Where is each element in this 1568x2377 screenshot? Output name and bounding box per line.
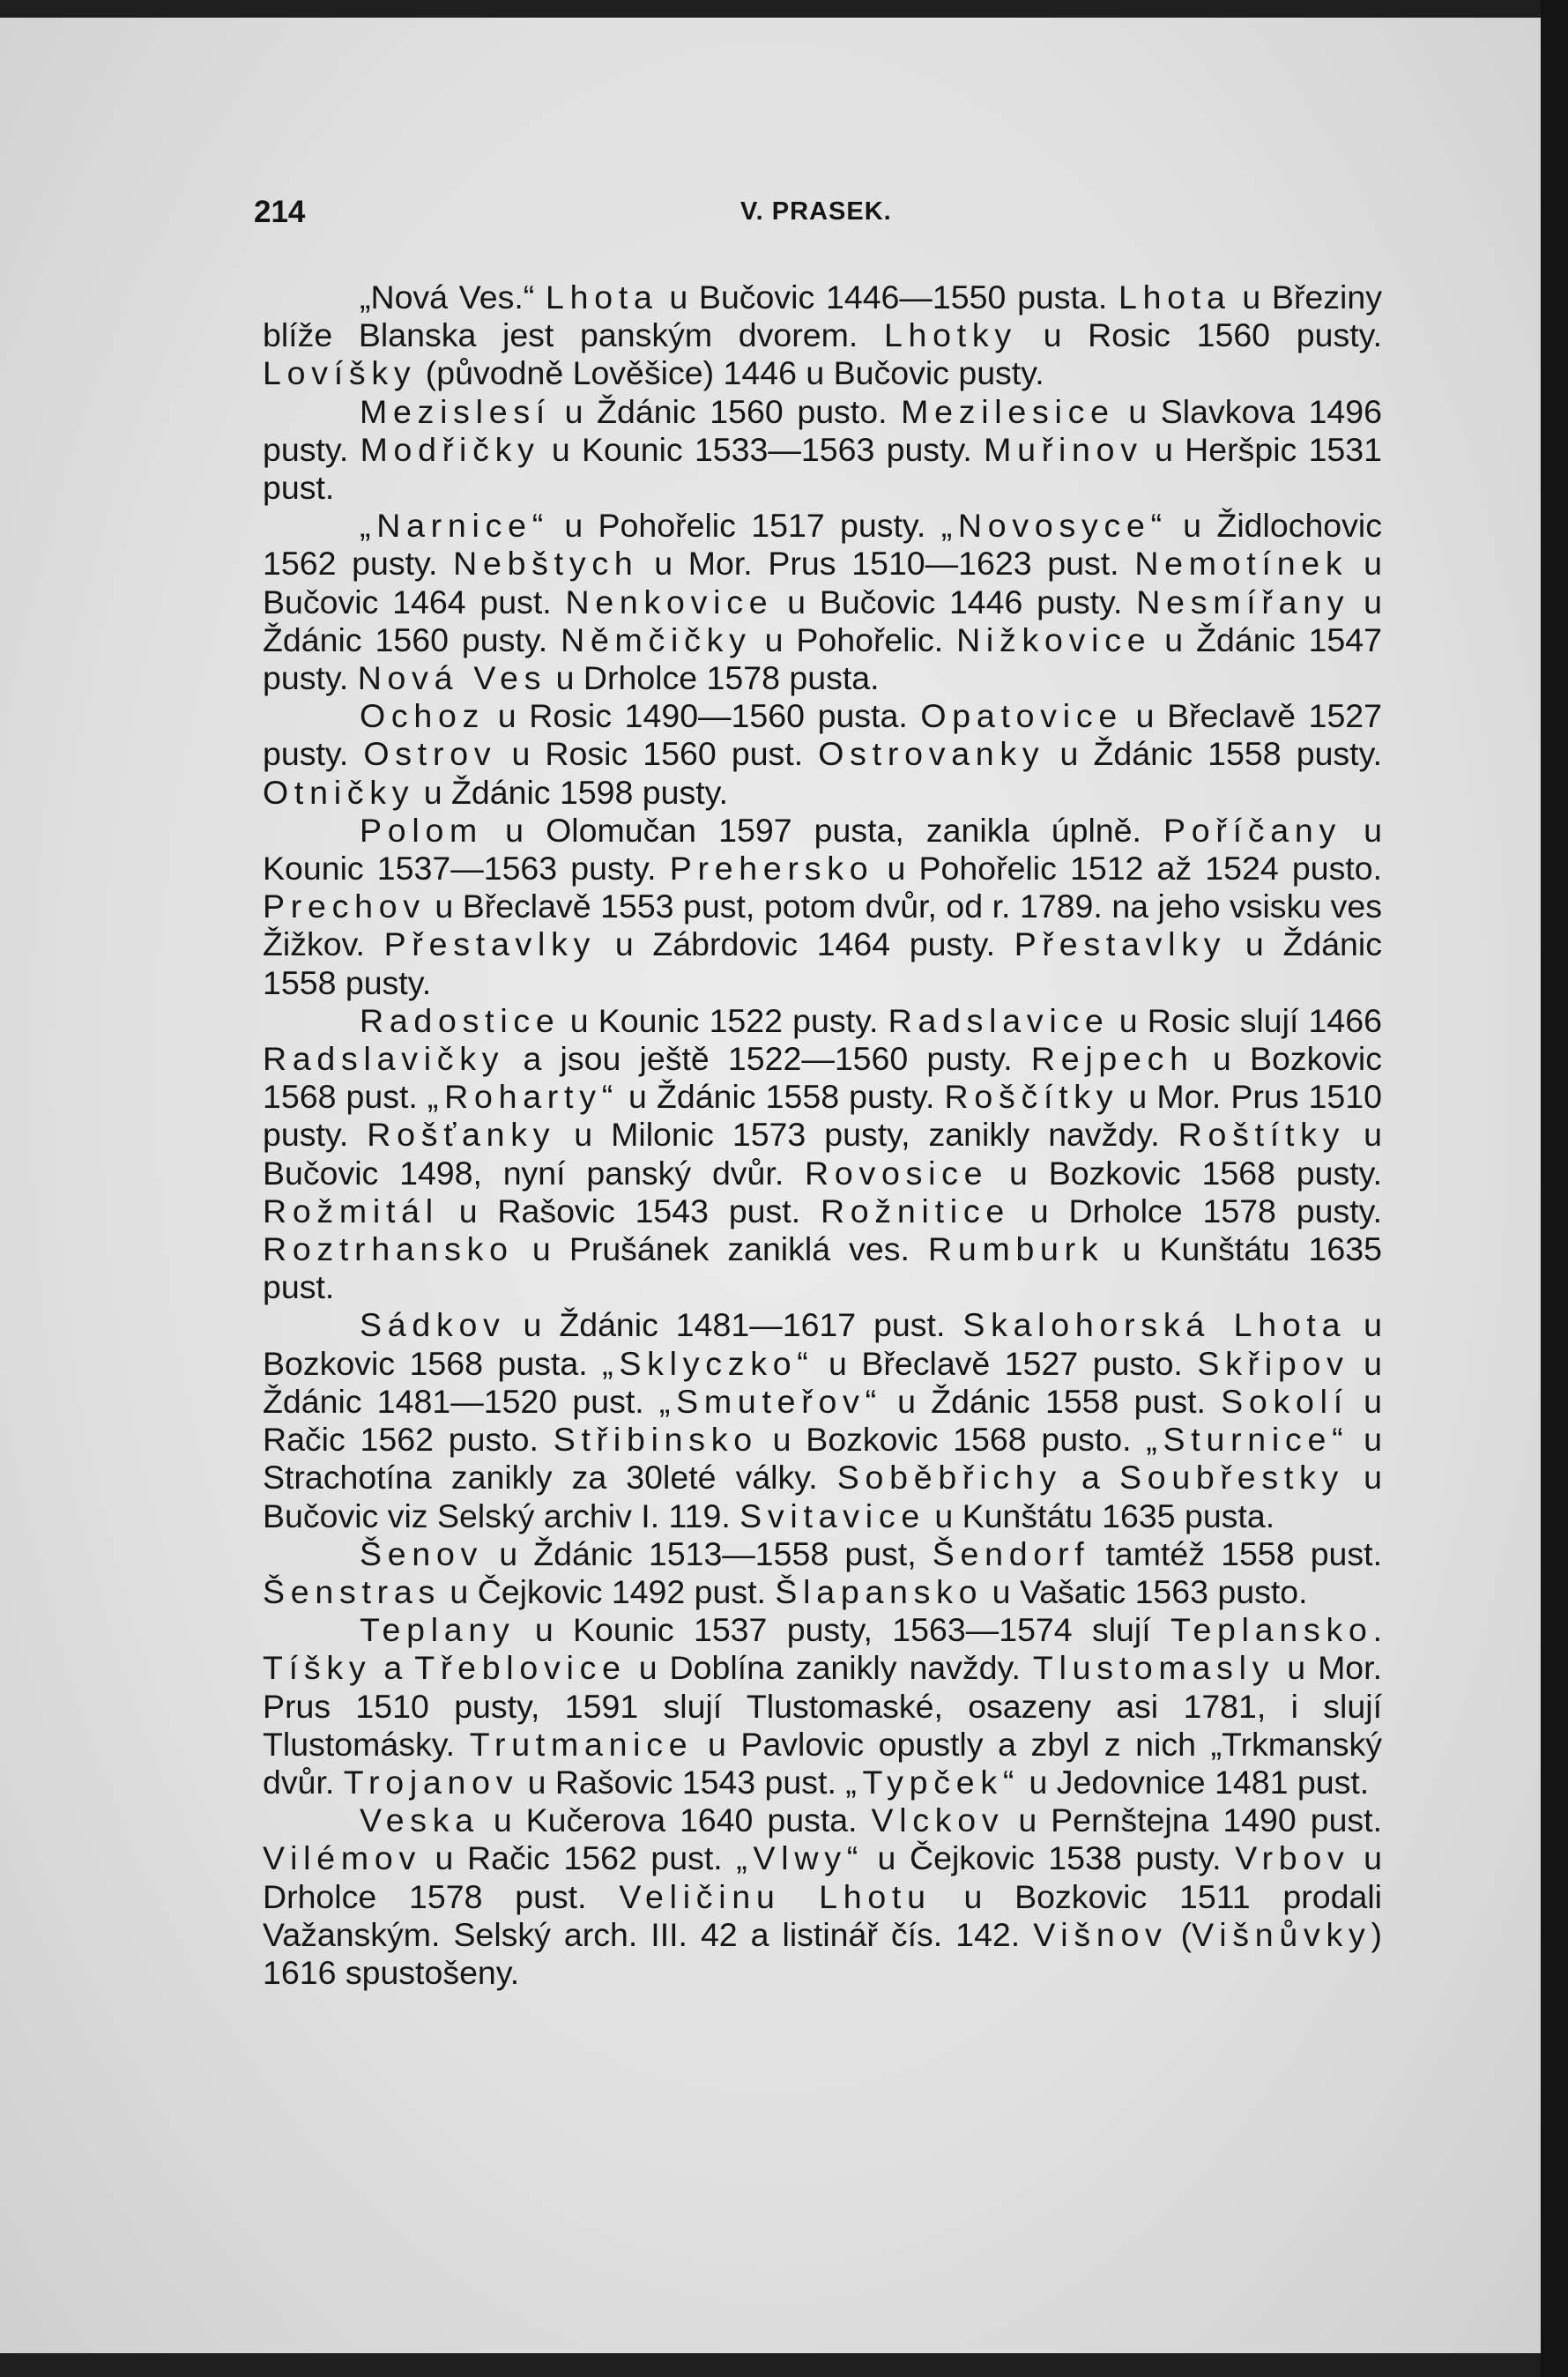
paragraph-o — [263, 697, 1382, 812]
place-name: Veličinu Lhotu — [619, 1877, 932, 1915]
text-run: u Heršpic 1531 pust. — [263, 430, 1383, 507]
paragraph-n — [263, 507, 1382, 697]
paragraph-s — [263, 1306, 1382, 1534]
place-name: Teplansko — [1170, 1611, 1373, 1649]
text-run: u Račic 1562 pusto. — [263, 1382, 1382, 1459]
text-run: u Rašovic 1543 pust. — [518, 1763, 846, 1801]
place-name: Střibinsko — [553, 1421, 758, 1459]
place-name: „Smuteřov“ — [658, 1382, 882, 1420]
place-name: Prechov — [263, 888, 426, 925]
text-run: u Račic 1562 pust. — [420, 1839, 737, 1877]
place-name: Mezislesí — [360, 392, 552, 430]
place-name: „Novosyce“ — [940, 507, 1168, 545]
place-name: Němčičky — [561, 620, 752, 658]
text-run: u Čejkovic 1538 pusty. — [863, 1839, 1236, 1877]
place-name: Sokolí — [1221, 1382, 1349, 1420]
text-run: u Drholce 1578 pusty. — [1009, 1192, 1382, 1229]
text-run: ) 1616 spustošeny. — [263, 1915, 1382, 1991]
place-name: Rožmitál — [263, 1192, 439, 1229]
place-name: „Sklyczko“ — [602, 1344, 814, 1382]
place-name: Přestavlky — [1014, 925, 1227, 963]
place-name: Roztrhansko — [263, 1230, 514, 1268]
place-name: Višnov — [1033, 1915, 1168, 1953]
text-run: u Jedovnice 1481 pust. — [1020, 1763, 1370, 1801]
text-run: u Březiny blíže Blanska jest panským dvorem. — [263, 279, 1382, 354]
place-name: Skřipov — [1197, 1344, 1349, 1382]
text-run: u Kučerova 1640 pusta. — [479, 1801, 872, 1839]
text-run: u Prušánek zaniklá ves. — [513, 1230, 929, 1268]
text-run: u Rosic 1490—1560 pusta. — [485, 697, 921, 735]
text-run: u Rosic slují 1466 — [1109, 1001, 1382, 1039]
text-run: u Pohořelic. — [751, 620, 957, 658]
text-run: u Rašovic 1543 pust. — [438, 1192, 821, 1229]
place-name: Nenkovice — [565, 583, 774, 620]
place-name: Nebštych — [453, 545, 639, 583]
body-text — [263, 279, 1382, 1992]
text-run: u Doblína zanikly navždy. — [626, 1649, 1033, 1687]
text-run: u Pohořelic 1512 až 1524 pusto. — [873, 850, 1383, 888]
place-name: Ochoz — [360, 697, 486, 735]
text-run: u Kounic 1533—1563 pusty. — [539, 430, 985, 468]
place-name: Poříčany — [1163, 811, 1342, 849]
text-run: u Kunštátu 1635 pust. — [263, 1230, 1382, 1306]
text-run: u Slavkova 1496 pusty. — [263, 392, 1382, 468]
text-run: u Bozkovic 1568 pusty. — [988, 1154, 1382, 1192]
text-run: u Břeclavě 1553 pust, potom dvůr, od r. 1789. na jeho vsisku ves Žižkov. — [263, 888, 1382, 963]
text-run: u Drholce 1578 pusta. — [546, 659, 880, 697]
place-name: „Typček“ — [845, 1763, 1021, 1801]
paragraph-l — [263, 279, 1382, 393]
place-name: Nižkovice — [956, 620, 1152, 658]
text-run: u Mor. Prus 1510 pusty. — [263, 1078, 1383, 1154]
text-run: u Kounic 1537 pusty, 1563—1574 slují — [515, 1611, 1170, 1649]
paragraph-r — [263, 1002, 1382, 1307]
text-run: tamtéž 1558 pust. — [1089, 1534, 1383, 1572]
text-run: u Bučovic 1464 pust. — [263, 545, 1382, 620]
place-name: Roščítky — [944, 1078, 1119, 1116]
text-run: u Pavlovic opustly a zbyl z nich „Trkmanský dvůr. — [263, 1725, 1383, 1801]
text-run: „Nová Ves.“ — [360, 279, 546, 316]
place-name: Šlapansko — [775, 1572, 984, 1610]
text-run: u Bučovic 1446—1550 pusta. — [658, 279, 1118, 316]
place-name: Sádkov — [360, 1306, 506, 1344]
place-name: Prehersko — [669, 850, 874, 888]
text-run: u Břeclavě 1527 pusty. — [263, 697, 1383, 773]
text-run: u Ždánic 1598 pusty. — [414, 773, 729, 811]
paragraph-p — [263, 812, 1382, 1002]
place-name: Soubřestky — [1118, 1459, 1345, 1497]
text-run: u Mor. Prus 1510 pusty, 1591 slují Tlustomaské, osazeny asi 1781, i slují Tlustomásky. — [263, 1649, 1383, 1763]
text-run: u Ždánic 1558 pusty. — [1044, 735, 1382, 773]
place-name: „Roharty“ — [427, 1078, 619, 1116]
place-name: Tíšky — [263, 1649, 372, 1687]
text-run: u Ždánic 1513—1558 pust, — [483, 1534, 933, 1572]
text-run: u Ždánic 1481—1617 pust. — [505, 1306, 963, 1344]
place-name: Nemotínek — [1134, 545, 1349, 583]
paragraph-m — [263, 393, 1382, 508]
place-name: Radslavice — [888, 1001, 1110, 1039]
text-run: u Bučovic viz Selský archiv I. 119. — [263, 1459, 1383, 1534]
text-run: u Olomučan 1597 pusta, zanikla úplně. — [483, 811, 1164, 849]
text-run: u Zábrdovic 1464 pusty. — [596, 925, 1014, 963]
text-run: u Pohořelic 1517 pusty. — [548, 507, 941, 545]
place-name: Muřinov — [984, 430, 1143, 468]
place-name: Radostice — [360, 1001, 561, 1039]
place-name: Skalohorská Lhota — [962, 1306, 1347, 1344]
place-name: Trutmanice — [469, 1725, 694, 1763]
place-name: Nesmířany — [1136, 583, 1350, 620]
place-name: Rošťanky — [367, 1116, 556, 1154]
place-name: Vlckov — [871, 1801, 1005, 1839]
place-name: Soběbřichy — [836, 1459, 1062, 1497]
text-run: u Milonic 1573 pusty, zanikly navždy. — [555, 1116, 1178, 1154]
text-run: u Břeclavě 1527 pusto. — [814, 1344, 1198, 1382]
place-name: Nová Ves — [357, 659, 547, 697]
text-run: u Rosic 1560 pusty. — [1016, 316, 1382, 354]
text-run: . — [1372, 1611, 1382, 1649]
place-name: Trojanov — [343, 1763, 519, 1801]
text-run: u Čejkovic 1492 pust. — [441, 1572, 776, 1610]
place-name: Ostrov — [363, 735, 497, 773]
place-name: Otničky — [263, 773, 415, 811]
place-name: Šenov — [360, 1534, 484, 1572]
text-run: u Ždánic 1481—1520 pust. — [263, 1344, 1382, 1420]
text-run: u Vašatic 1563 pusto. — [983, 1572, 1308, 1610]
text-run: u Bozkovic 1511 prodali Važanským. Selský arch. III. 42 a listinář čís. 142. — [263, 1877, 1382, 1953]
place-name: Mezilesice — [901, 392, 1115, 430]
text-run: u Židlochovic 1562 pusty. — [263, 507, 1382, 583]
place-name: Tlustomasly — [1032, 1649, 1275, 1687]
place-name: Lhota — [1118, 279, 1231, 316]
place-name: Přestavlky — [383, 925, 597, 963]
text-run: a — [1061, 1459, 1119, 1497]
place-name: Šendorf — [932, 1534, 1090, 1572]
place-name: Roštítky — [1178, 1116, 1346, 1154]
book-page — [0, 18, 1541, 2353]
place-name: Ostrovanky — [818, 735, 1045, 773]
text-run: u Ždánic 1558 pusty. — [618, 1078, 945, 1116]
place-name: „Vlwy“ — [736, 1839, 864, 1877]
text-run: u Ždánic 1560 pusty. — [263, 583, 1382, 658]
text-run: u Kunštátu 1635 pusta. — [925, 1497, 1275, 1534]
text-run: u Ždánic 1560 pusto. — [551, 392, 902, 430]
place-name: „Narnice“ — [360, 507, 549, 545]
place-name: Rejpech — [1030, 1040, 1194, 1078]
place-name: Višnůvky — [1192, 1915, 1371, 1953]
running-head: V. PRASEK. — [740, 197, 892, 226]
text-run: u Bozkovic 1568 pusta. — [263, 1306, 1382, 1382]
place-name: Vilémov — [263, 1839, 421, 1877]
text-run: u Ždánic 1558 pusty. — [263, 925, 1382, 1001]
place-name: Veska — [360, 1801, 479, 1839]
text-run: u Rosic 1560 pust. — [496, 735, 819, 773]
place-name: Rožnitice — [820, 1192, 1010, 1229]
place-name: Opatovice — [920, 697, 1123, 735]
text-run: u Drholce 1578 pust. — [263, 1839, 1382, 1915]
text-run: u Ždánic 1547 pusty. — [263, 620, 1383, 697]
place-name: Lhota — [545, 279, 658, 316]
place-name: Lhotky — [883, 316, 1017, 354]
place-name: Teplany — [360, 1611, 516, 1649]
place-name: Rumburk — [928, 1230, 1104, 1268]
scan-edge — [1541, 0, 1568, 2377]
text-run: u Kounic 1537—1563 pusty. — [263, 811, 1382, 888]
place-name: Třeblovice — [414, 1649, 627, 1687]
text-run: a — [371, 1649, 415, 1687]
paragraph-t — [263, 1611, 1382, 1801]
place-name: Šenstras — [263, 1572, 441, 1610]
text-run: u Bozkovic 1568 pusto. — [757, 1421, 1147, 1459]
place-name: Lovíšky — [263, 354, 417, 392]
text-run: u Bučovic 1498, nyní panský dvůr. — [263, 1116, 1382, 1192]
text-run: u Bučovic 1446 pusty. — [773, 583, 1137, 620]
text-run: ( — [1167, 1915, 1193, 1953]
text-run: u Ždánic 1558 pust. — [881, 1382, 1222, 1420]
place-name: Radslavičky — [263, 1040, 505, 1078]
place-name: Svitavice — [739, 1497, 925, 1534]
text-run: (původně Lověšice) 1446 u Bučovic pusty. — [416, 354, 1044, 392]
text-run: u Mor. Prus 1510—1623 pust. — [638, 545, 1135, 583]
text-run: u Pernštejna 1490 pust. — [1004, 1801, 1383, 1839]
page-number: 214 — [254, 195, 306, 229]
place-name: Modřičky — [360, 430, 540, 468]
place-name: Polom — [360, 811, 484, 849]
place-name: „Sturnice“ — [1146, 1421, 1349, 1459]
paragraph-sh — [263, 1535, 1382, 1611]
place-name: Rovosice — [805, 1154, 989, 1192]
text-run: u Kounic 1522 pusty. — [560, 1001, 888, 1039]
text-run: u Bozkovic 1568 pust. — [263, 1040, 1383, 1116]
paragraph-v — [263, 1801, 1382, 1992]
place-name: Vrbov — [1235, 1839, 1350, 1877]
text-run: a jsou ještě 1522—1560 pusty. — [504, 1040, 1031, 1078]
text-run: u Strachotína zanikly za 30leté války. — [263, 1421, 1382, 1497]
